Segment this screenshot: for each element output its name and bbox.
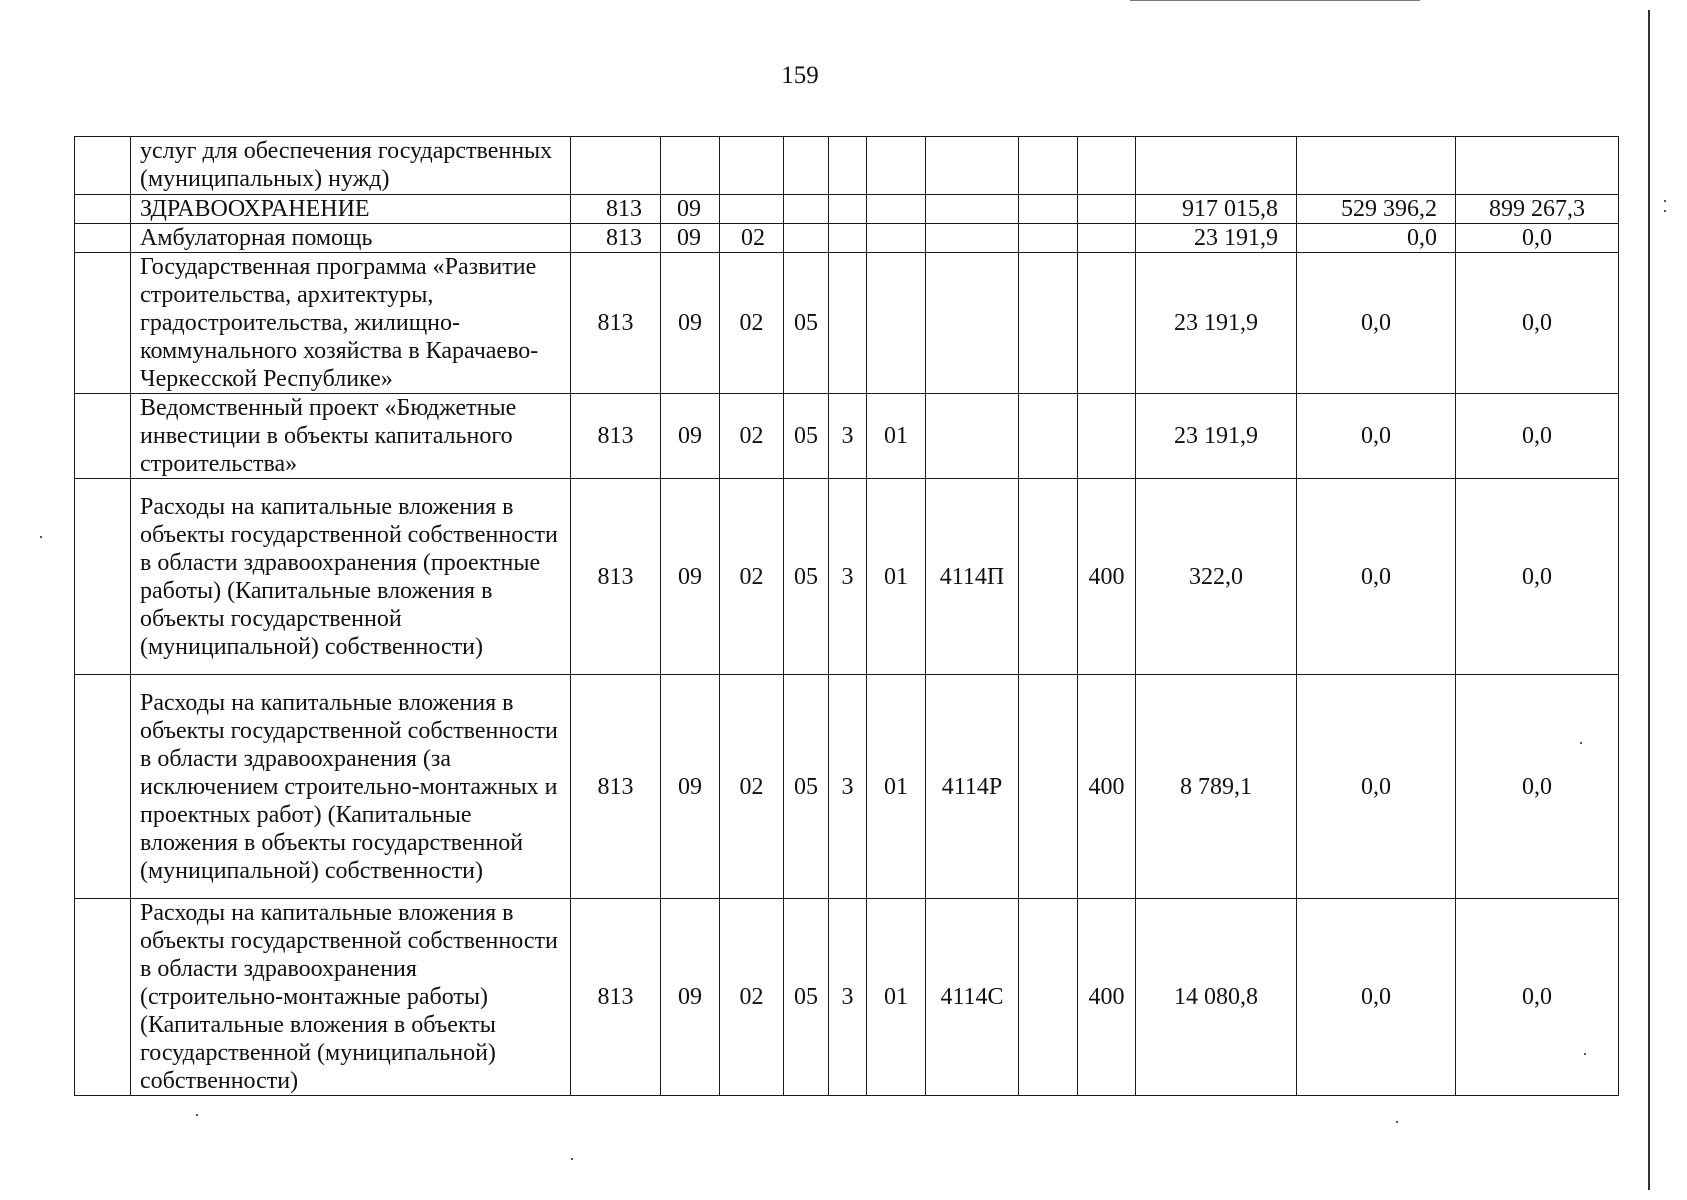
measure-code-cell xyxy=(867,137,926,195)
expense-type-cell xyxy=(1078,137,1136,195)
program-code-cell xyxy=(784,195,829,224)
page-number: 159 xyxy=(781,62,819,89)
table-row xyxy=(75,253,1619,394)
measure-code-cell xyxy=(867,195,926,224)
section-code-cell xyxy=(661,137,720,195)
measure-code-cell xyxy=(867,253,926,394)
table-row xyxy=(75,394,1619,479)
ministry-code-cell: 813 xyxy=(571,675,661,899)
extra-code-cell xyxy=(1019,479,1078,675)
row-index-cell xyxy=(75,137,131,195)
amount-year1-cell: 917 015,8 xyxy=(1136,195,1297,224)
amount-year2-cell: 0,0 xyxy=(1297,394,1456,479)
subsection-code-cell: 02 xyxy=(720,675,784,899)
amount-year3-cell: 0,0 xyxy=(1456,394,1619,479)
expense-type-cell xyxy=(1078,394,1136,479)
subprogram-code-cell: 3 xyxy=(829,479,867,675)
table-body xyxy=(75,137,1619,1096)
program-code-cell: 05 xyxy=(784,479,829,675)
item-name-cell: Расходы на капитальные вложения в объекты государственной собственности в области здравоохранения (проектные работы) (Капитальные вложения в объекты государственной (муниципальной) собственности) xyxy=(131,479,571,675)
row-index-cell xyxy=(75,675,131,899)
direction-code-cell xyxy=(926,195,1019,224)
subprogram-code-cell xyxy=(829,195,867,224)
section-code-cell: 09 xyxy=(661,253,720,394)
row-index-cell xyxy=(75,394,131,479)
scan-speck xyxy=(1396,1121,1398,1123)
row-index-cell xyxy=(75,479,131,675)
program-code-cell xyxy=(784,224,829,253)
ministry-code-cell: 813 xyxy=(571,899,661,1096)
program-code-cell: 05 xyxy=(784,394,829,479)
amount-year1-cell: 8 789,1 xyxy=(1136,675,1297,899)
item-name-cell: Расходы на капитальные вложения в объекты государственной собственности в области здравоохранения (строительно-монтажные работы) (Капитальные вложения в объекты государственной (муниципальной) собственности) xyxy=(131,899,571,1096)
direction-code-cell xyxy=(926,137,1019,195)
table-row xyxy=(75,675,1619,899)
measure-code-cell: 01 xyxy=(867,675,926,899)
amount-year1-cell: 23 191,9 xyxy=(1136,253,1297,394)
program-code-cell: 05 xyxy=(784,899,829,1096)
extra-code-cell xyxy=(1019,137,1078,195)
direction-code-cell: 4114С xyxy=(926,899,1019,1096)
direction-code-cell xyxy=(926,253,1019,394)
amount-year2-cell: 0,0 xyxy=(1297,675,1456,899)
table-row xyxy=(75,224,1619,253)
item-name-cell: ЗДРАВООХРАНЕНИЕ xyxy=(131,195,571,224)
table-row xyxy=(75,479,1619,675)
amount-year3-cell: 0,0 xyxy=(1456,675,1619,899)
item-name-cell: услуг для обеспечения государственных (муниципальных) нужд) xyxy=(131,137,571,195)
measure-code-cell xyxy=(867,224,926,253)
amount-year3-cell: 0,0 xyxy=(1456,899,1619,1096)
amount-year2-cell: 0,0 xyxy=(1297,479,1456,675)
direction-code-cell xyxy=(926,224,1019,253)
subsection-code-cell: 02 xyxy=(720,479,784,675)
subprogram-code-cell: 3 xyxy=(829,899,867,1096)
expense-type-cell xyxy=(1078,195,1136,224)
subprogram-code-cell xyxy=(829,137,867,195)
subprogram-code-cell: 3 xyxy=(829,675,867,899)
expense-type-cell: 400 xyxy=(1078,899,1136,1096)
program-code-cell: 05 xyxy=(784,675,829,899)
amount-year3-cell: 0,0 xyxy=(1456,224,1619,253)
amount-year3-cell: 0,0 xyxy=(1456,253,1619,394)
amount-year1-cell: 23 191,9 xyxy=(1136,394,1297,479)
amount-year2-cell: 0,0 xyxy=(1297,899,1456,1096)
subprogram-code-cell xyxy=(829,224,867,253)
subprogram-code-cell xyxy=(829,253,867,394)
measure-code-cell: 01 xyxy=(867,479,926,675)
extra-code-cell xyxy=(1019,195,1078,224)
ministry-code-cell: 813 xyxy=(571,394,661,479)
subsection-code-cell: 02 xyxy=(720,899,784,1096)
section-code-cell: 09 xyxy=(661,675,720,899)
direction-code-cell: 4114П xyxy=(926,479,1019,675)
scan-speck xyxy=(40,536,42,538)
amount-year1-cell: 322,0 xyxy=(1136,479,1297,675)
subsection-code-cell: 02 xyxy=(720,394,784,479)
subsection-code-cell xyxy=(720,137,784,195)
table-row xyxy=(75,899,1619,1096)
measure-code-cell: 01 xyxy=(867,899,926,1096)
amount-year1-cell xyxy=(1136,137,1297,195)
measure-code-cell: 01 xyxy=(867,394,926,479)
program-code-cell: 05 xyxy=(784,253,829,394)
expense-type-cell: 400 xyxy=(1078,675,1136,899)
extra-code-cell xyxy=(1019,675,1078,899)
expense-type-cell: 400 xyxy=(1078,479,1136,675)
amount-year2-cell xyxy=(1297,137,1456,195)
row-index-cell xyxy=(75,899,131,1096)
scan-edge-line xyxy=(1648,10,1650,1190)
expense-type-cell xyxy=(1078,253,1136,394)
item-name-cell: Государственная программа «Развитие строительства, архитектуры, градостроительства, жилищно-коммунального хозяйства в Карачаево-Черкесской Республике» xyxy=(131,253,571,394)
row-index-cell xyxy=(75,224,131,253)
ministry-code-cell: 813 xyxy=(571,224,661,253)
scan-speck xyxy=(196,1114,198,1116)
row-index-cell xyxy=(75,195,131,224)
ministry-code-cell: 813 xyxy=(571,195,661,224)
amount-year3-cell: 899 267,3 xyxy=(1456,195,1619,224)
amount-year1-cell: 14 080,8 xyxy=(1136,899,1297,1096)
table-row xyxy=(75,137,1619,195)
extra-code-cell xyxy=(1019,394,1078,479)
amount-year2-cell: 0,0 xyxy=(1297,253,1456,394)
scan-speck xyxy=(1664,210,1666,212)
amount-year1-cell: 23 191,9 xyxy=(1136,224,1297,253)
section-code-cell: 09 xyxy=(661,224,720,253)
item-name-cell: Амбулаторная помощь xyxy=(131,224,571,253)
amount-year2-cell: 0,0 xyxy=(1297,224,1456,253)
extra-code-cell xyxy=(1019,253,1078,394)
amount-year2-cell: 529 396,2 xyxy=(1297,195,1456,224)
item-name-cell: Расходы на капитальные вложения в объекты государственной собственности в области здравоохранения (за исключением строительно-монтажных и проектных работ) (Капитальные вложения в объекты государственной (муниципальной) собственности) xyxy=(131,675,571,899)
section-code-cell: 09 xyxy=(661,899,720,1096)
direction-code-cell: 4114Р xyxy=(926,675,1019,899)
amount-year3-cell: 0,0 xyxy=(1456,479,1619,675)
subsection-code-cell xyxy=(720,195,784,224)
expense-type-cell xyxy=(1078,224,1136,253)
section-code-cell: 09 xyxy=(661,394,720,479)
section-code-cell: 09 xyxy=(661,195,720,224)
scan-speck xyxy=(571,1158,573,1160)
ministry-code-cell: 813 xyxy=(571,253,661,394)
ministry-code-cell: 813 xyxy=(571,479,661,675)
direction-code-cell xyxy=(926,394,1019,479)
item-name-cell: Ведомственный проект «Бюджетные инвестиции в объекты капитального строительства» xyxy=(131,394,571,479)
amount-year3-cell xyxy=(1456,137,1619,195)
ministry-code-cell xyxy=(571,137,661,195)
scan-top-line xyxy=(1130,0,1420,1)
extra-code-cell xyxy=(1019,899,1078,1096)
row-index-cell xyxy=(75,253,131,394)
subsection-code-cell: 02 xyxy=(720,224,784,253)
subsection-code-cell: 02 xyxy=(720,253,784,394)
extra-code-cell xyxy=(1019,224,1078,253)
budget-table xyxy=(74,136,1619,1096)
program-code-cell xyxy=(784,137,829,195)
table-row xyxy=(75,195,1619,224)
subprogram-code-cell: 3 xyxy=(829,394,867,479)
scan-speck xyxy=(1664,200,1666,202)
section-code-cell: 09 xyxy=(661,479,720,675)
